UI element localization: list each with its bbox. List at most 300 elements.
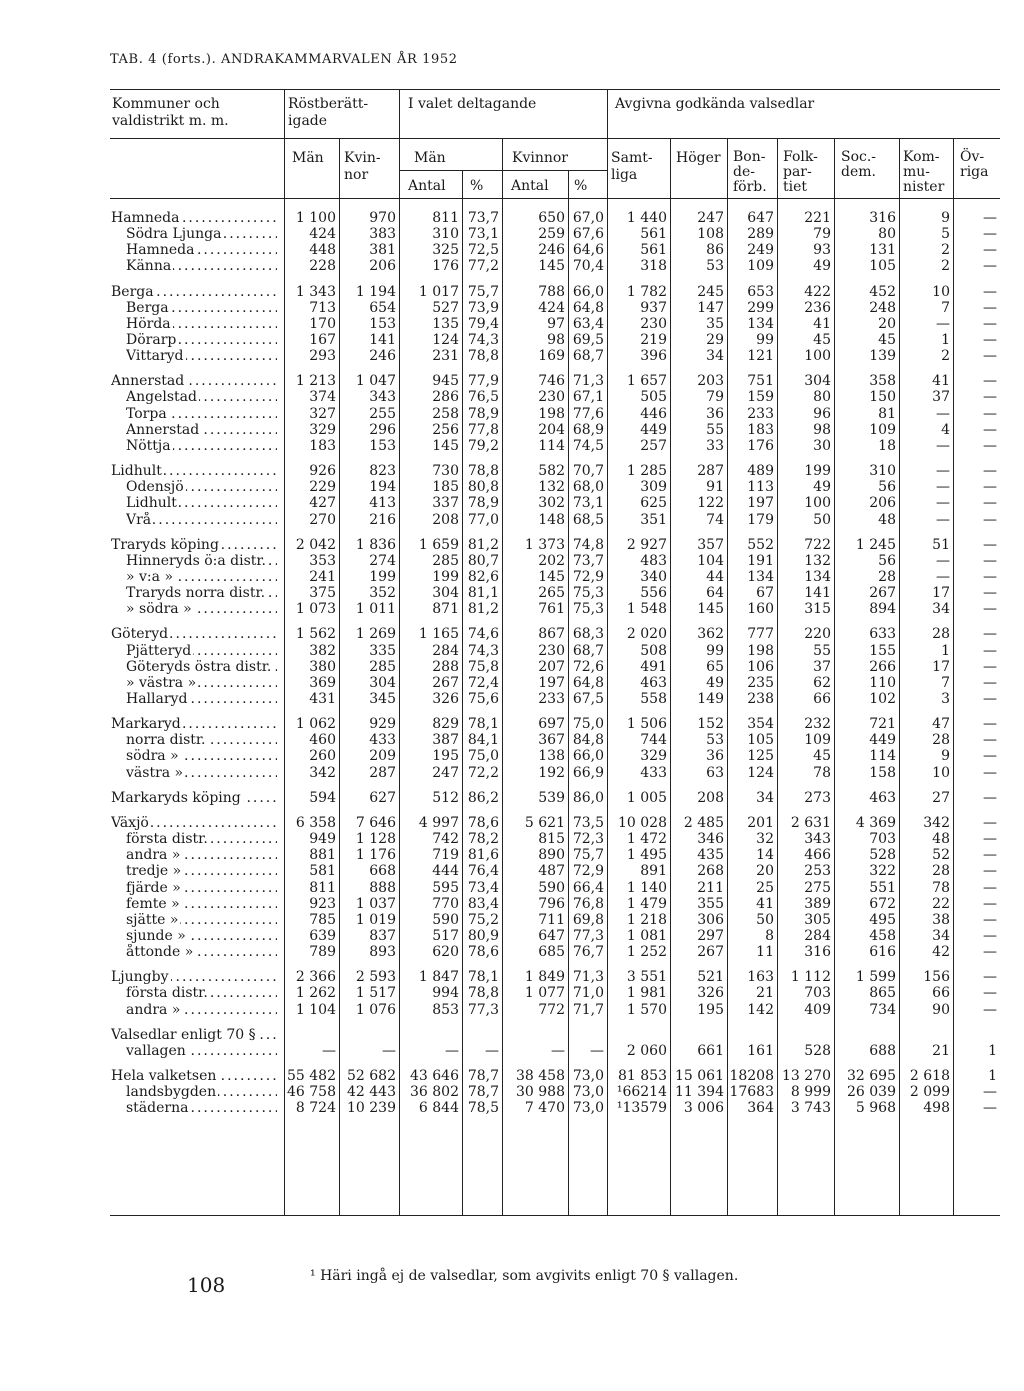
table-cell: — (485, 1043, 499, 1059)
table-cell: 78,6 (467, 944, 499, 960)
table-cell: — (983, 896, 997, 912)
table-cell: — (445, 1043, 459, 1059)
table-cell: — (983, 944, 997, 960)
table-cell: 91 (706, 479, 724, 495)
table-cell: 424 (309, 226, 336, 242)
header-women-percent: % (574, 178, 588, 194)
table-cell: 1 245 (855, 537, 896, 553)
table-cell: 72,4 (467, 675, 499, 691)
table-cell: 161 (747, 1043, 774, 1059)
table-cell: 75,0 (467, 748, 499, 764)
table-cell: 796 (538, 896, 565, 912)
row-label-text: Nöttja (126, 438, 171, 454)
header-hoger: Höger (676, 150, 721, 166)
table-cell: 351 (640, 512, 667, 528)
table-cell: 1 017 (418, 284, 459, 300)
table-cell: 78,7 (467, 1068, 499, 1084)
table-cell: — (983, 537, 997, 553)
table-cell: 135 (432, 316, 459, 332)
table-cell: 1 659 (418, 537, 459, 553)
table-cell: 10 (932, 765, 950, 781)
table-cell: 1 252 (626, 944, 667, 960)
table-cell: 369 (309, 675, 336, 691)
table-cell: — (983, 553, 997, 569)
row-label (126, 675, 277, 692)
table-cell: 318 (640, 258, 667, 274)
table-cell: 422 (804, 284, 831, 300)
table-cell: 1 343 (295, 284, 336, 300)
table-cell: 72,3 (572, 831, 604, 847)
table-cell: 100 (804, 495, 831, 511)
table-cell: 352 (369, 585, 396, 601)
table-cell: 229 (309, 479, 336, 495)
table-cell: 14 (756, 847, 774, 863)
table-cell: 1 849 (524, 969, 565, 985)
table-cell: 176 (432, 258, 459, 274)
table-cell: 772 (538, 1002, 565, 1018)
table-cell: 713 (309, 300, 336, 316)
row-label (126, 438, 277, 455)
table-cell: 211 (697, 880, 724, 896)
table-cell: 76,4 (467, 863, 499, 879)
table-cell: 230 (640, 316, 667, 332)
row-label (126, 985, 277, 1002)
table-cell: 194 (369, 479, 396, 495)
table-cell: — (983, 495, 997, 511)
table-cell: 722 (804, 537, 831, 553)
table-cell: 1 517 (355, 985, 396, 1001)
table-cell: — (590, 1043, 604, 1059)
table-cell: 66,4 (572, 880, 604, 896)
table-cell: 73,0 (572, 1068, 604, 1084)
table-cell: 64,8 (572, 300, 604, 316)
rule-header-mid (110, 138, 1000, 139)
table-cell: — (983, 815, 997, 831)
table-cell: 742 (432, 831, 459, 847)
table-cell: — (551, 1043, 565, 1059)
table-cell: 159 (747, 389, 774, 405)
table-cell: 66,0 (572, 284, 604, 300)
table-cell: 382 (309, 643, 336, 659)
table-cell: — (983, 1100, 997, 1116)
table-cell: 268 (697, 863, 724, 879)
table-cell: 37 (932, 389, 950, 405)
table-cell: 71,3 (572, 969, 604, 985)
table-cell: 788 (538, 284, 565, 300)
table-cell: 1 562 (295, 626, 336, 642)
row-label-text: åttonde » (126, 944, 194, 960)
table-cell: 719 (432, 847, 459, 863)
table-cell: 51 (932, 537, 950, 553)
table-cell: 685 (538, 944, 565, 960)
row-label (126, 765, 277, 782)
table-cell: 199 (369, 569, 396, 585)
table-cell: 829 (432, 716, 459, 732)
table-cell: 2 485 (683, 815, 724, 831)
table-cell: — (983, 463, 997, 479)
table-cell: 248 (869, 300, 896, 316)
row-label-text: Torpa (126, 406, 167, 422)
table-cell: 890 (538, 847, 565, 863)
table-cell: 322 (869, 863, 896, 879)
row-label-text: Vrå (126, 512, 152, 528)
table-cell: 192 (538, 765, 565, 781)
table-cell: 155 (869, 643, 896, 659)
header-participated: I valet deltagande (408, 96, 537, 112)
row-label-text: Annerstad (111, 373, 185, 389)
table-cell: 285 (432, 553, 459, 569)
table-cell: 639 (309, 928, 336, 944)
row-label (111, 1068, 277, 1085)
table-cell: 616 (869, 944, 896, 960)
table-cell: 329 (640, 748, 667, 764)
table-cell: 17 (932, 659, 950, 675)
table-cell: 1 479 (626, 896, 667, 912)
table-cell: 75,7 (467, 284, 499, 300)
table-cell: 105 (869, 258, 896, 274)
table-cell: 77,0 (467, 512, 499, 528)
table-cell: 994 (432, 985, 459, 1001)
row-label (126, 944, 277, 961)
table-cell: 26 039 (847, 1084, 896, 1100)
row-label-text: Berga (111, 284, 154, 300)
table-cell: 201 (747, 815, 774, 831)
row-label-text: Pjätteryd (126, 643, 192, 659)
table-cell: 80,9 (467, 928, 499, 944)
table-cell: 362 (697, 626, 724, 642)
table-cell: 77,8 (467, 422, 499, 438)
row-label (126, 831, 277, 848)
table-cell: 284 (804, 928, 831, 944)
row-label-text: » v:a » (126, 569, 174, 585)
table-cell: 160 (747, 601, 774, 617)
table-cell: 68,5 (572, 512, 604, 528)
rule-men-sub (399, 170, 502, 171)
table-cell: 55 (813, 643, 831, 659)
row-label-text: Lidhult (111, 463, 162, 479)
table-cell: 343 (804, 831, 831, 847)
table-cell: 114 (869, 748, 896, 764)
row-label-text: » södra » (126, 601, 192, 617)
table-cell: 49 (813, 479, 831, 495)
table-cell: 1 472 (626, 831, 667, 847)
row-label (126, 643, 277, 660)
table-cell: 52 (932, 847, 950, 863)
table-cell: 102 (869, 691, 896, 707)
table-cell: 325 (432, 242, 459, 258)
table-cell: 387 (432, 732, 459, 748)
table-cell: 84,8 (572, 732, 604, 748)
table-cell: 785 (309, 912, 336, 928)
table-cell: — (983, 226, 997, 242)
table-cell: 512 (432, 790, 459, 806)
table-cell: — (983, 716, 997, 732)
table-cell: 33 (706, 438, 724, 454)
table-cell: 198 (747, 643, 774, 659)
table-cell: 63 (706, 765, 724, 781)
row-label (126, 863, 277, 880)
header-eligible: Röstberätt- igade (288, 96, 369, 129)
table-cell: 396 (640, 348, 667, 364)
table-cell: 191 (747, 553, 774, 569)
table-cell: 1 981 (626, 985, 667, 1001)
table-cell: 354 (747, 716, 774, 732)
table-cell: 867 (538, 626, 565, 642)
table-cell: 28 (932, 732, 950, 748)
table-cell: 246 (538, 242, 565, 258)
row-label-text: andra » (126, 847, 181, 863)
table-cell: 79 (813, 226, 831, 242)
table-cell: 185 (432, 479, 459, 495)
header-eligible-women: Kvin- nor (344, 150, 381, 183)
row-label-text: Göteryd (111, 626, 169, 642)
table-cell: 149 (697, 691, 724, 707)
table-cell: 68,7 (572, 348, 604, 364)
row-label (126, 1084, 277, 1101)
table-cell: 2 (941, 348, 950, 364)
table-cell: 380 (309, 659, 336, 675)
row-label-text: Hela valketsen (111, 1068, 217, 1084)
table-cell: 73,0 (572, 1084, 604, 1100)
table-cell: 2 593 (355, 969, 396, 985)
table-cell: 306 (697, 912, 724, 928)
table-cell: — (983, 438, 997, 454)
table-cell: 81,6 (467, 847, 499, 863)
row-label-text: Känna (126, 258, 172, 274)
table-cell: ¹13579 (616, 1100, 667, 1116)
table-cell: 265 (538, 585, 565, 601)
table-cell: — (983, 969, 997, 985)
table-cell: 145 (697, 601, 724, 617)
table-cell: 1 073 (295, 601, 336, 617)
row-label-text: sjunde » (126, 928, 186, 944)
row-label (126, 348, 277, 365)
table-cell: — (983, 675, 997, 691)
table-cell: 595 (432, 880, 459, 896)
table-cell: 590 (538, 880, 565, 896)
header-region: Kommuner och valdistrikt m. m. (112, 96, 229, 129)
table-cell: — (983, 512, 997, 528)
table-cell: 78,9 (467, 495, 499, 511)
table-cell: 1 836 (355, 537, 396, 553)
table-cell: 2 631 (790, 815, 831, 831)
table-cell: 871 (432, 601, 459, 617)
table-cell: 81,1 (467, 585, 499, 601)
table-cell: 746 (538, 373, 565, 389)
table-cell: 18 (878, 438, 896, 454)
table-cell: 34 (932, 928, 950, 944)
table-cell: 466 (804, 847, 831, 863)
table-cell: 552 (747, 537, 774, 553)
row-label (126, 896, 277, 913)
table-cell: 64,6 (572, 242, 604, 258)
table-cell: 78,8 (467, 463, 499, 479)
table-cell: 183 (747, 422, 774, 438)
table-cell: 2 (941, 242, 950, 258)
table-cell: 342 (309, 765, 336, 781)
row-label (126, 748, 277, 765)
header-eligible-men: Män (292, 150, 324, 166)
table-cell: 1 011 (355, 601, 396, 617)
table-cell: 894 (869, 601, 896, 617)
table-cell: 929 (369, 716, 396, 732)
table-cell: 688 (869, 1043, 896, 1059)
table-cell: 945 (432, 373, 459, 389)
table-cell: 8 724 (295, 1100, 336, 1116)
table-cell: 52 682 (347, 1068, 396, 1084)
table-cell: 6 844 (418, 1100, 459, 1116)
row-label-text: första distr. (126, 831, 208, 847)
table-cell: 76,5 (467, 389, 499, 405)
table-cell: — (983, 765, 997, 781)
table-cell: 1 128 (355, 831, 396, 847)
header-kommunister: Kom- mu- nister (903, 149, 945, 195)
table-cell: 197 (747, 495, 774, 511)
table-cell: 49 (813, 258, 831, 274)
table-cell: 703 (869, 831, 896, 847)
table-cell: 13 270 (782, 1068, 831, 1084)
table-cell: 72,9 (572, 569, 604, 585)
row-label (126, 316, 277, 333)
table-cell: 1 (988, 1068, 997, 1084)
table-cell: 275 (804, 880, 831, 896)
table-cell: 145 (538, 258, 565, 274)
table-cell: 653 (747, 284, 774, 300)
table-cell: 209 (369, 748, 396, 764)
table-cell: 1 847 (418, 969, 459, 985)
table-cell: 71,3 (572, 373, 604, 389)
table-cell: 81,2 (467, 601, 499, 617)
table-cell: 67,5 (572, 691, 604, 707)
table-cell: 287 (369, 765, 396, 781)
row-label-text: Hinneryds ö:a distr. (126, 553, 266, 569)
table-cell: 66 (932, 985, 950, 1001)
table-cell: 70,4 (572, 258, 604, 274)
row-label-text: Markaryd (111, 716, 181, 732)
row-label (111, 373, 277, 390)
table-cell: 353 (309, 553, 336, 569)
table-cell: 274 (369, 553, 396, 569)
table-cell: 650 (538, 210, 565, 226)
table-cell: 148 (538, 512, 565, 528)
table-cell: 5 621 (524, 815, 565, 831)
table-cell: 48 (932, 831, 950, 847)
table-cell: — (983, 626, 997, 642)
table-cell: 105 (747, 732, 774, 748)
table-cell: 923 (309, 896, 336, 912)
table-cell: 78,8 (467, 348, 499, 364)
row-label-text: Vittaryd (126, 348, 184, 364)
table-cell: 134 (747, 316, 774, 332)
table-cell: 170 (309, 316, 336, 332)
table-cell: 55 (706, 422, 724, 438)
table-cell: 761 (538, 601, 565, 617)
table-cell: 73,0 (572, 1100, 604, 1116)
table-cell: 238 (747, 691, 774, 707)
table-cell: 134 (747, 569, 774, 585)
table-cell: 703 (804, 985, 831, 1001)
table-cell: 297 (697, 928, 724, 944)
table-cell: 458 (869, 928, 896, 944)
table-cell: 208 (697, 790, 724, 806)
table-cell: 75,6 (467, 691, 499, 707)
table-cell: 505 (640, 389, 667, 405)
table-cell: 498 (923, 1100, 950, 1116)
row-label-text: Växjö (111, 815, 149, 831)
table-cell: 11 394 (675, 1084, 724, 1100)
table-cell: 142 (747, 1002, 774, 1018)
table-cell: 221 (804, 210, 831, 226)
table-cell: 1 782 (626, 284, 667, 300)
table-cell: 233 (538, 691, 565, 707)
table-cell: 176 (747, 438, 774, 454)
table-cell: 1 037 (355, 896, 396, 912)
table-cell: 219 (640, 332, 667, 348)
table-cell: 346 (697, 831, 724, 847)
row-label-text: Odensjö (126, 479, 184, 495)
table-cell: 28 (878, 569, 896, 585)
table-cell: 355 (697, 896, 724, 912)
row-label-text: norra distr. (126, 732, 206, 748)
table-cell: 141 (369, 332, 396, 348)
table-cell: 73,4 (467, 880, 499, 896)
table-cell: 891 (640, 863, 667, 879)
table-cell: 1 269 (355, 626, 396, 642)
table-cell: 64,8 (572, 675, 604, 691)
table-cell: 69,5 (572, 332, 604, 348)
table-cell: 48 (878, 512, 896, 528)
table-cell: 255 (369, 406, 396, 422)
row-label (126, 1100, 277, 1117)
table-cell: 77,9 (467, 373, 499, 389)
table-cell: 109 (869, 422, 896, 438)
table-cell: 38 458 (516, 1068, 565, 1084)
table-cell: 893 (369, 944, 396, 960)
table-cell: — (983, 422, 997, 438)
table-cell: 672 (869, 896, 896, 912)
table-cell: 1 165 (418, 626, 459, 642)
table-cell: 22 (932, 896, 950, 912)
table-cell: 82,6 (467, 569, 499, 585)
table-cell: — (936, 495, 950, 511)
table-cell: 304 (804, 373, 831, 389)
table-cell: 267 (697, 944, 724, 960)
table-cell: 257 (640, 438, 667, 454)
table-cell: 697 (538, 716, 565, 732)
table-cell: 203 (697, 373, 724, 389)
row-label-text: Göteryds östra distr. (126, 659, 272, 675)
table-cell: 79,2 (467, 438, 499, 454)
table-cell: 661 (697, 1043, 724, 1059)
table-cell: 241 (309, 569, 336, 585)
table-cell: 73,1 (572, 495, 604, 511)
table-cell: 108 (697, 226, 724, 242)
table-cell: 316 (804, 944, 831, 960)
table-cell: 284 (432, 643, 459, 659)
row-label-text: Traryds köping (111, 537, 219, 553)
table-cell: — (936, 406, 950, 422)
table-cell: — (983, 880, 997, 896)
row-label-text: Dörarp (126, 332, 177, 348)
table-cell: 67,1 (572, 389, 604, 405)
table-cell: — (983, 585, 997, 601)
row-label-text: Ljungby (111, 969, 169, 985)
table-cell: 449 (640, 422, 667, 438)
table-cell: 1 262 (295, 985, 336, 1001)
table-cell: 286 (432, 389, 459, 405)
table-cell: 68,3 (572, 626, 604, 642)
table-cell: 75,3 (572, 585, 604, 601)
